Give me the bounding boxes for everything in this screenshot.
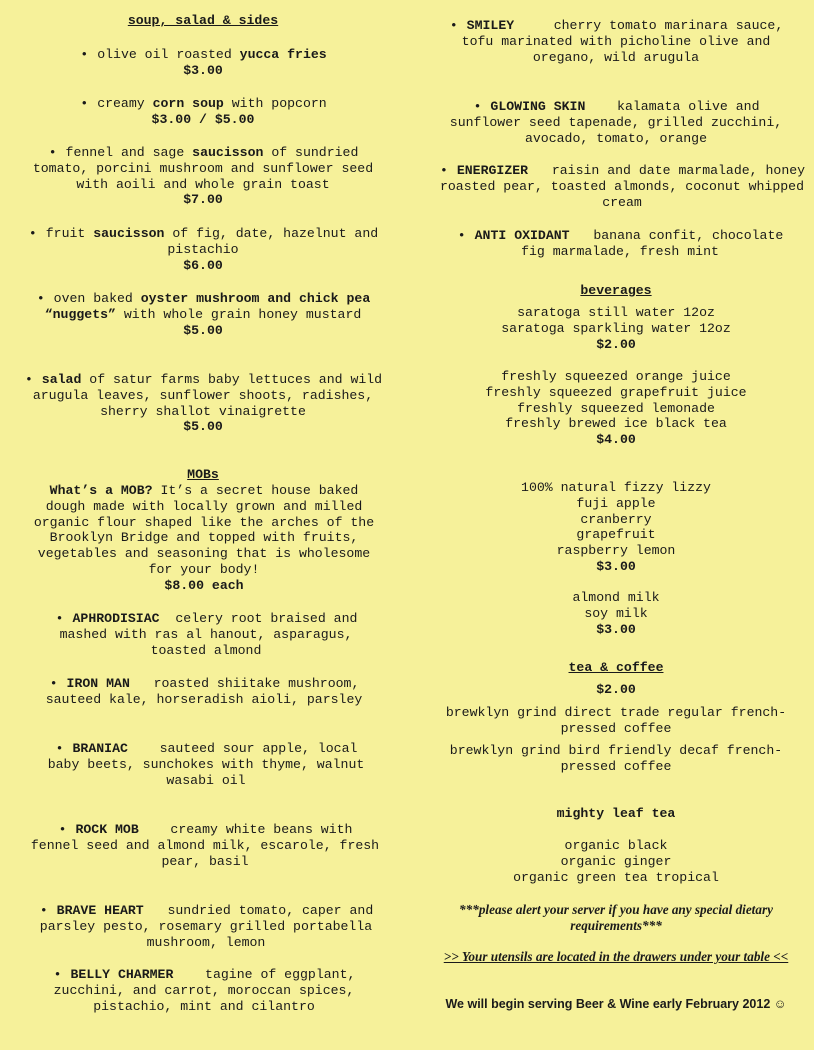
item-name: saucisson	[192, 145, 264, 160]
beverage-item: cranberry	[580, 511, 652, 527]
milk-group	[424, 590, 808, 637]
mob-name: APHRODISIAC	[72, 611, 160, 626]
bullet-icon	[55, 741, 65, 757]
mob-name: BELLY CHARMER	[70, 967, 174, 982]
bullet-icon	[439, 163, 449, 179]
mob-energizer	[424, 163, 808, 210]
tea-item: organic ginger	[560, 853, 672, 869]
item-text: with whole grain honey mustard	[115, 306, 362, 322]
item-name: saucisson	[93, 226, 165, 241]
item-name: salad	[41, 372, 82, 387]
item-text: olive oil roasted	[97, 47, 240, 62]
mob-desc: creamy white beans with fennel seed and almond milk, escarole, fresh pear, basil	[30, 822, 380, 869]
bullet-icon	[457, 228, 467, 244]
utensils-note: >> Your utensils are located in the drawers under your table <<	[443, 949, 789, 964]
bullet-icon	[58, 822, 68, 838]
beverages-heading: beverages	[580, 283, 652, 298]
mob-name: ENERGIZER	[456, 163, 529, 178]
mob-desc: tagine of eggplant, zucchini, and carrot, moroccan spices, pistachio, mint and cilantro	[53, 967, 356, 1014]
item-text: oven baked	[53, 291, 141, 306]
beverage-item: 100% natural fizzy lizzy	[521, 480, 711, 495]
mob-name: GLOWING SKIN	[490, 99, 586, 114]
mob-desc: roasted shiitake mushroom, sauteed kale, horseradish aioli, parsley	[45, 676, 363, 707]
mob-braniac	[0, 741, 406, 788]
juice-group	[424, 369, 808, 448]
dietary-alert-note: ***please alert your server if you have any special dietary requirements***	[459, 902, 773, 933]
item-text: fennel and sage	[65, 145, 193, 160]
bullet-icon	[449, 18, 459, 34]
beverage-item: freshly squeezed orange juice	[501, 369, 731, 384]
menu-item-fennel-saucisson	[0, 145, 406, 208]
coffee-item-regular: brewklyn grind direct trade regular french-pressed coffee	[445, 705, 787, 736]
bullet-icon	[28, 226, 38, 242]
item-price: $3.00 / $5.00	[151, 111, 255, 127]
beverage-item: freshly squeezed grapefruit juice	[485, 384, 747, 400]
mobs-question: What’s a MOB?	[49, 483, 153, 498]
item-text: of satur farms baby lettuces and wild arugula leaves, sunflower shoots, radishes, sherry shallot vinaigrette	[32, 372, 383, 419]
menu-item-salad	[0, 372, 406, 435]
item-text: of fig, date, hazelnut and pistachio	[164, 226, 379, 257]
mob-name: SMILEY	[466, 18, 515, 33]
tea-item: organic black	[564, 838, 668, 853]
water-group	[424, 305, 808, 352]
bullet-icon	[48, 145, 58, 161]
mob-name: ROCK MOB	[75, 822, 139, 837]
bullet-icon	[49, 676, 59, 692]
fizzy-price: $3.00	[596, 558, 636, 574]
mighty-leaf-group	[424, 838, 808, 885]
tea-item: organic green tea tropical	[513, 869, 719, 885]
mob-desc: sundried tomato, caper and parsley pesto, rosemary grilled portabella mushroom, lemon	[39, 903, 374, 950]
item-name: oyster mushroom and chick pea “nuggets”	[44, 291, 371, 322]
bullet-icon	[79, 96, 89, 112]
item-price: $5.00	[183, 322, 223, 338]
item-text: fruit	[45, 226, 94, 241]
coffee-item-decaf: brewklyn grind bird friendly decaf french-pressed coffee	[449, 743, 783, 774]
mob-desc: kalamata olive and sunflower seed tapenade, grilled zucchini, avocado, tomato, orange	[449, 99, 783, 146]
beverage-item: grapefruit	[576, 527, 656, 543]
bullet-icon	[24, 372, 34, 388]
item-price: $7.00	[183, 192, 223, 208]
beverage-item: saratoga still water 12oz	[517, 305, 715, 320]
menu-item-yucca-fries	[0, 47, 406, 79]
beer-wine-note: We will begin serving Beer & Wine early February 2012 ☺	[445, 997, 787, 1011]
tea-coffee-price: $2.00	[596, 682, 636, 697]
bullet-icon	[36, 291, 46, 307]
soup-salad-sides-heading: soup, salad & sides	[127, 13, 279, 28]
beverage-item: freshly squeezed lemonade	[517, 400, 715, 416]
bullet-icon	[79, 47, 89, 63]
mob-smiley	[424, 18, 808, 65]
beverage-item: fuji apple	[576, 495, 656, 511]
menu-item-oyster-nuggets	[0, 291, 406, 338]
mobs-description	[0, 483, 406, 594]
item-text: creamy	[97, 96, 153, 111]
beverage-item: saratoga sparkling water 12oz	[501, 320, 731, 336]
mob-desc: raisin and date marmalade, honey roasted pear, toasted almonds, coconut whipped cream	[439, 163, 806, 210]
mob-desc: sauteed sour apple, local baby beets, sunchokes with thyme, walnut wasabi oil	[47, 741, 365, 788]
mob-belly-charmer	[0, 967, 406, 1014]
mighty-leaf-heading: mighty leaf tea	[556, 806, 676, 821]
beverage-item: almond milk	[572, 590, 660, 605]
mob-desc: celery root braised and mashed with ras al hanout, asparagus, toasted almond	[59, 611, 358, 658]
mob-brave-heart	[0, 903, 406, 950]
bullet-icon	[55, 611, 65, 627]
fizzy-group	[424, 480, 808, 575]
item-price: $6.00	[183, 257, 223, 273]
beverage-item: freshly brewed ice black tea	[505, 416, 727, 432]
menu-item-corn-soup	[0, 96, 406, 128]
mob-aphrodisiac	[0, 611, 406, 658]
item-text: of sundried tomato, porcini mushroom and sunflower seed with aoili and whole grain toast	[32, 145, 374, 192]
tea-coffee-heading: tea & coffee	[568, 660, 664, 675]
item-name: yucca fries	[239, 47, 327, 62]
item-price: $3.00	[183, 62, 223, 78]
mob-rock-mob	[0, 822, 406, 869]
mob-glowing-skin	[424, 99, 808, 146]
menu-item-fruit-saucisson	[0, 226, 406, 273]
mob-iron-man	[0, 676, 406, 708]
juices-price: $4.00	[596, 432, 636, 448]
mobs-heading: MOBs	[187, 467, 219, 482]
mob-name: IRON MAN	[66, 676, 130, 691]
item-name: corn soup	[152, 96, 224, 111]
mobs-price: $8.00 each	[164, 577, 244, 593]
mob-anti-oxidant	[424, 228, 808, 260]
mobs-desc-text: It’s a secret house baked dough made with locally grown and milled organic flour shaped like the arches of the Brooklyn Bridge and topped with fruits, vegetables and seasoning that is wholesome for your body!	[33, 483, 375, 577]
mob-name: BRANIAC	[72, 741, 128, 756]
beverage-item: soy milk	[584, 605, 648, 621]
mob-name: BRAVE HEART	[56, 903, 144, 918]
mob-name: ANTI OXIDANT	[474, 228, 570, 243]
milk-price: $3.00	[596, 621, 636, 637]
bullet-icon	[473, 99, 483, 115]
beverage-item: raspberry lemon	[556, 543, 676, 559]
item-price: $5.00	[183, 419, 223, 435]
mob-desc: banana confit, chocolate fig marmalade, fresh mint	[521, 228, 784, 259]
bullet-icon	[39, 903, 49, 919]
bullet-icon	[53, 967, 63, 983]
item-text: with popcorn	[223, 96, 327, 111]
mob-desc: cherry tomato marinara sauce, tofu marinated with picholine olive and oregano, wild arugula	[461, 18, 784, 65]
water-price: $2.00	[596, 336, 636, 352]
